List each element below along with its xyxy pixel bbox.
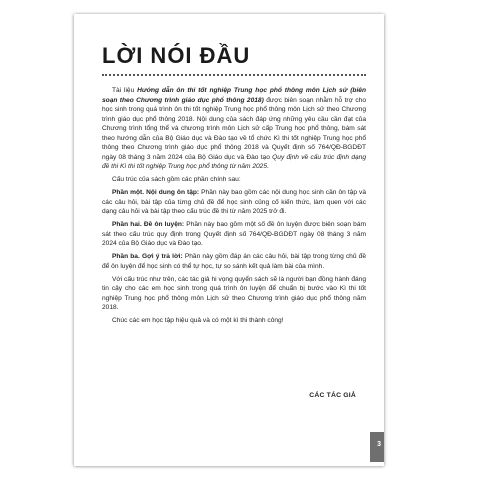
intro-paragraph [102,86,366,172]
body-text [102,86,366,329]
decision-reference: Quy định về cấu trúc định dạng đề thi Kì thi tốt nghiệp Trung học phổ thông từ năm 2025 [102,153,366,170]
title-divider [102,74,366,76]
intro-lead: Tài liệu [112,87,138,94]
structure-intro: Cấu trúc của sách gồm các phần chính sau: [112,176,241,183]
part-two-text: Phần này bao gồm một số đề ôn luyện được biên soạn bám sát theo cấu trúc quy định trong Quyết định số 764/QĐ-BGDĐT ngày 08 tháng 3 năm 2024 của Bộ Giáo dục và Đào tạo. [102,221,366,247]
part-three-label: Phần ba. Gợi ý trả lời: [112,253,183,260]
part-one-paragraph [102,188,366,217]
book-title: Hướng dẫn ôn thi tốt nghiệp Trung học phổ thông môn Lịch sử (biên soạn theo Chương trình giáo dục phổ thông 2018) [102,87,366,104]
signature: CÁC TÁC GIẢ [309,392,356,399]
page-number: 3 [377,441,381,448]
part-three-paragraph [102,252,366,271]
intro-end: . [266,163,269,170]
intro-body: được biên soạn nhằm hỗ trợ cho học sinh trong quá trình ôn thi tốt nghiệp Trung học phổ thông môn Lịch sử theo Chương trình giáo dục phổ thông 2018. Nội dung của sách đáp ứng những yêu cầu cần đạt của Chương trình tổng thể và chương trình môn Lịch sử cấp Trung học phổ thông, bám sát theo hướng dẫn của Bộ Giáo dục và Đào tạo về tổ chức Kì thi tốt nghiệp Trung học phổ thông theo Chương trình giáo dục phổ thông 2018 và Quyết định số 764/QĐ-BGDĐT ngày 08 tháng 3 năm 2024 của Bộ Giáo dục và Đào tạo [102,96,367,161]
part-two-paragraph [102,220,366,249]
part-one-label: Phần một. Nội dung ôn tập: [112,189,200,196]
page-title: LỜI NÓI ĐẦU [102,43,251,68]
closing-paragraph: Với cấu trúc như trên, các tác giả hi vọng quyển sách sẽ là người bạn đồng hành đáng tin cậy cho các em học sinh trong quá trình ôn luyện để chuẩn bị bước vào Kì thi tốt nghiệp Trung học phổ thông môn Lịch sử theo Chương trình giáo dục phổ thông năm 2018. [102,275,366,311]
part-two-label: Phần hai. Đề ôn luyện: [112,221,185,228]
wish-paragraph: Chúc các em học tập hiệu quả và có một kì thi thành công! [112,317,284,324]
part-three-text: Phần này gồm đáp án các câu hỏi, bài tập trong từng chủ đề để ôn luyện để học sinh có thể tự học, tự so sánh kết quả làm bài của mình. [102,253,367,270]
book-page [74,14,384,466]
part-one-text: Phần này bao gồm các nội dung học sinh cần ôn tập và các câu hỏi, bài tập của từng chủ đề để học sinh củng cố kiến thức, làm quen với các dạng câu hỏi và bài tập theo cấu trúc đề thi từ năm 2025 trở đi. [102,189,366,215]
